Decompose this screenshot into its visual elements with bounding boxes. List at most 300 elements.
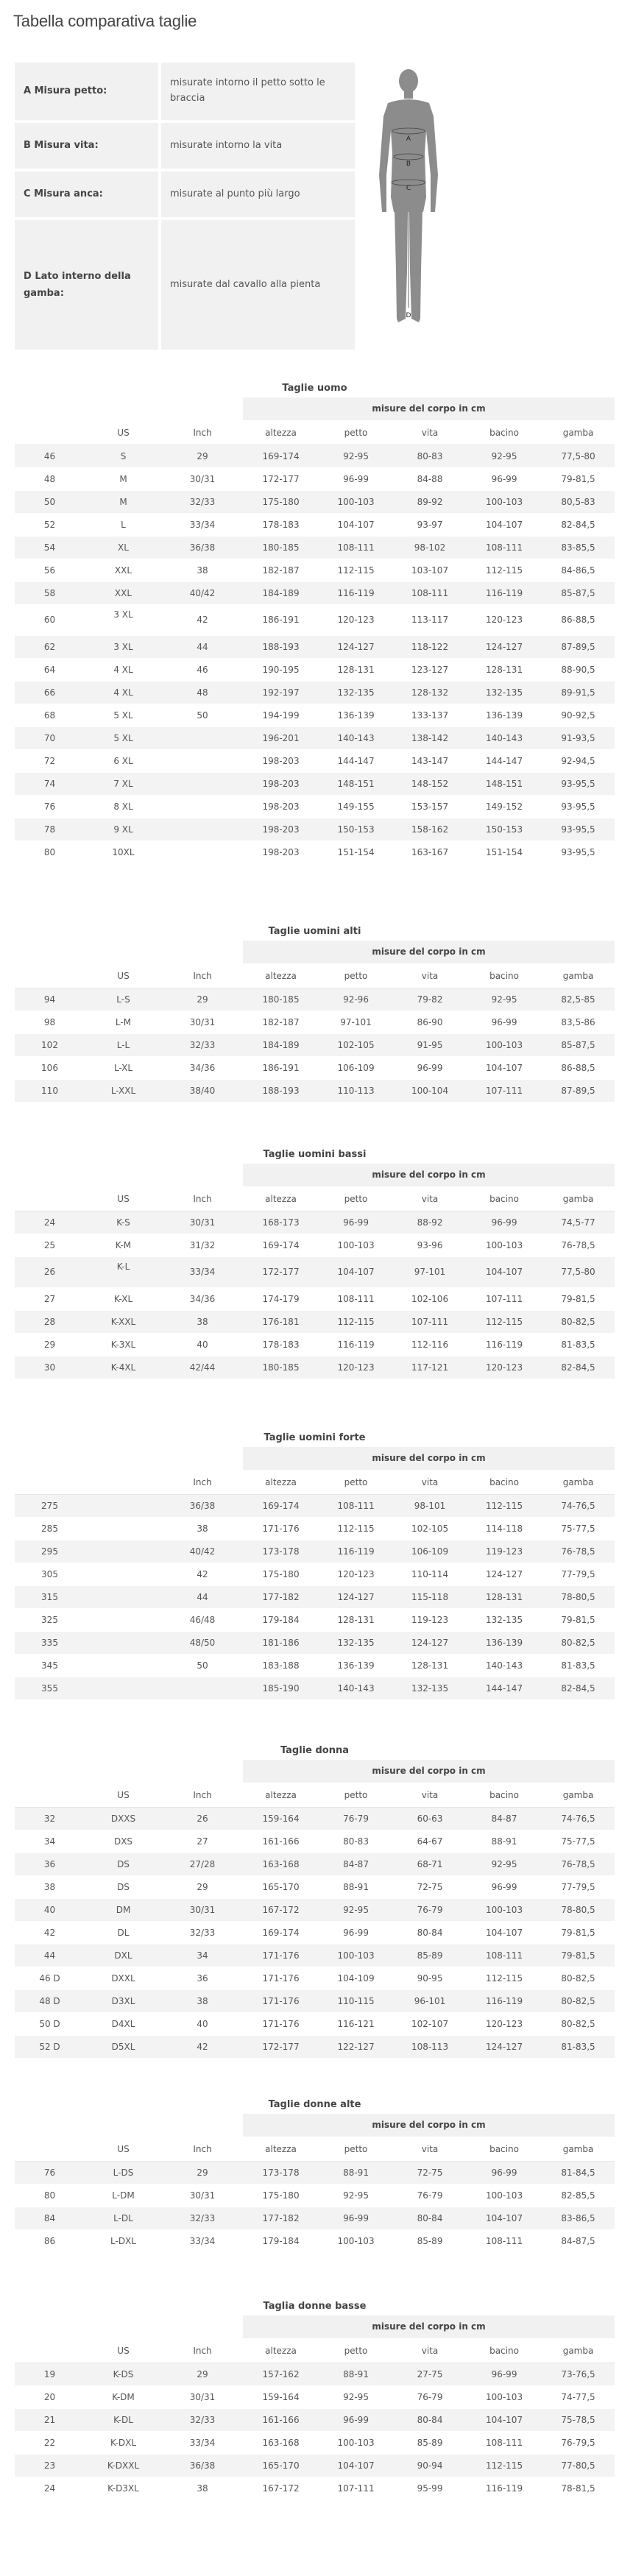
table-cell: 184-189 <box>243 1033 319 1056</box>
table-cell: 275 <box>15 1494 85 1517</box>
table-row <box>15 1631 615 1654</box>
table-cell: 100-103 <box>319 490 393 513</box>
table-cell: 33/34 <box>162 513 243 536</box>
table-cell: 123-127 <box>393 658 467 681</box>
table-cell: 96-99 <box>319 2408 393 2431</box>
table-cell: 80,5-83 <box>542 490 615 513</box>
table-cell: 181-186 <box>243 1631 319 1654</box>
body-figure-illustration <box>372 65 445 330</box>
table-cell: 128-131 <box>319 658 393 681</box>
table-cell: K-XXL <box>85 1310 162 1333</box>
table-cell: 188-193 <box>243 635 319 658</box>
table-title: Taglia donne basse <box>263 2301 367 2312</box>
table-cell: 86-90 <box>393 1011 467 1033</box>
table-cell: 100-103 <box>467 2184 542 2207</box>
table-cell: 27-75 <box>393 2363 467 2385</box>
table-cell: M <box>85 490 162 513</box>
table-cell: 82-84,5 <box>542 1677 615 1699</box>
table-cell: 30/31 <box>162 1011 243 1033</box>
table-cell: L-L <box>85 1033 162 1056</box>
table-cell: 96-99 <box>467 467 542 490</box>
table-cell: 108-111 <box>467 2229 542 2252</box>
column-header: gamba <box>542 963 615 988</box>
table-row <box>15 1677 615 1699</box>
table-cell: 73-76,5 <box>542 2363 615 2385</box>
column-header: petto <box>319 1470 393 1494</box>
table-cell: 38 <box>162 1310 243 1333</box>
table-cell: 19 <box>15 2363 85 2385</box>
table-cell: DXL <box>85 1944 162 1967</box>
table-cell: 30 <box>15 1356 85 1379</box>
empty-header <box>15 1447 243 1470</box>
table-cell: K-DM <box>85 2385 162 2408</box>
table-row <box>15 726 615 749</box>
table-cell: 81-83,5 <box>542 1333 615 1356</box>
table-cell: 107-111 <box>467 1287 542 1310</box>
table-cell: 75-77,5 <box>542 1517 615 1540</box>
table-cell: 80-82,5 <box>542 1967 615 1989</box>
table-row <box>15 841 615 863</box>
measure-row-chest <box>15 63 355 120</box>
table-cell: 82-85,5 <box>542 2184 615 2207</box>
table-cell: 140-143 <box>467 726 542 749</box>
table-cell: 171-176 <box>243 1989 319 2012</box>
table-row <box>15 1921 615 1944</box>
table-cell: XXL <box>85 559 162 581</box>
table-cell: 76 <box>15 2161 85 2184</box>
table-row <box>15 1898 615 1921</box>
table-row <box>15 749 615 772</box>
table-row <box>15 2012 615 2035</box>
column-header: vita <box>393 963 467 988</box>
table-cell: 169-174 <box>243 1921 319 1944</box>
table-cell: 98-101 <box>393 1494 467 1517</box>
table-row <box>15 490 615 513</box>
table-cell: 78-80,5 <box>542 1585 615 1608</box>
column-header: petto <box>319 963 393 988</box>
column-header: gamba <box>542 1470 615 1494</box>
table-cell: 182-187 <box>243 559 319 581</box>
table-cell: 50 <box>15 490 85 513</box>
table-cell: 138-142 <box>393 726 467 749</box>
table-row <box>15 1830 615 1853</box>
table-cell: DL <box>85 1921 162 1944</box>
table-cell: 81-83,5 <box>542 2035 615 2058</box>
measure-description: misurate intorno il petto sotto le braccia <box>161 63 355 120</box>
empty-header <box>15 1164 243 1186</box>
table-cell: 32/33 <box>162 1921 243 1944</box>
table-cell: 116-119 <box>319 1333 393 1356</box>
table-row <box>15 1287 615 1310</box>
table-cell: DXS <box>85 1830 162 1853</box>
table-cell: XXL <box>85 581 162 604</box>
table-cell: 96-99 <box>467 1875 542 1898</box>
table-row <box>15 1517 615 1540</box>
table-cell: 104-107 <box>467 513 542 536</box>
table-cell: 144-147 <box>467 1677 542 1699</box>
table-cell: 78-80,5 <box>542 1898 615 1921</box>
table-cell: 76-78,5 <box>542 1234 615 1256</box>
table-cell <box>85 1608 162 1631</box>
table-cell: D5XL <box>85 2035 162 2058</box>
table-cell: 79-81,5 <box>542 1921 615 1944</box>
column-header: bacino <box>467 1470 542 1494</box>
table-cell <box>85 1540 162 1563</box>
table-cell: 89-92 <box>393 490 467 513</box>
table-cell: 104-109 <box>319 1967 393 1989</box>
table-cell: 161-166 <box>243 1830 319 1853</box>
table-cell: 7 XL <box>85 772 162 795</box>
table-cell: 44 <box>162 1585 243 1608</box>
column-header: altezza <box>243 2338 319 2363</box>
column-header: altezza <box>243 1470 319 1494</box>
table-cell: K-DXXL <box>85 2454 162 2477</box>
table-cell: 66 <box>15 681 85 704</box>
table-cell: 26 <box>162 1807 243 1830</box>
column-header: vita <box>393 1186 467 1211</box>
table-cell: 98 <box>15 1011 85 1033</box>
table-cell <box>85 1563 162 1585</box>
column-header: petto <box>319 2137 393 2161</box>
table-cell: 74 <box>15 772 85 795</box>
table-cell: 149-155 <box>319 795 393 818</box>
table-cell: 150-153 <box>319 818 393 841</box>
table-cell: 116-119 <box>467 1989 542 2012</box>
table-row <box>15 1540 615 1563</box>
table-cell: 115-118 <box>393 1585 467 1608</box>
table-cell: 30/31 <box>162 467 243 490</box>
table-cell: 85-87,5 <box>542 581 615 604</box>
table-cell: 40 <box>162 1333 243 1356</box>
table-cell: 74-76,5 <box>542 1807 615 1830</box>
table-cell: 116-121 <box>319 2012 393 2035</box>
table-cell: 132-135 <box>319 1631 393 1654</box>
table-cell: 60 <box>15 604 85 635</box>
table-cell: 76-78,5 <box>542 1540 615 1563</box>
table-cell: 108-111 <box>393 581 467 604</box>
table-cell: 79-81,5 <box>542 1287 615 1310</box>
table-cell: 91-95 <box>393 1033 467 1056</box>
table-cell: 186-191 <box>243 604 319 635</box>
column-header: petto <box>319 1186 393 1211</box>
table-cell: 81-84,5 <box>542 2161 615 2184</box>
table-cell <box>162 795 243 818</box>
table-cell: 179-184 <box>243 2229 319 2252</box>
table-cell: 104-107 <box>319 513 393 536</box>
size-table-section <box>15 923 615 1103</box>
table-cell: 30/31 <box>162 2385 243 2408</box>
table-cell: 38 <box>162 2477 243 2499</box>
table-cell: 112-115 <box>467 2454 542 2477</box>
table-cell: 82-84,5 <box>542 513 615 536</box>
table-cell: 10XL <box>85 841 162 863</box>
table-cell: 98-102 <box>393 536 467 559</box>
table-cell: 23 <box>15 2454 85 2477</box>
table-cell: 167-172 <box>243 2477 319 2499</box>
empty-header <box>15 2315 243 2338</box>
table-cell: 171-176 <box>243 2012 319 2035</box>
table-cell: 140-143 <box>467 1654 542 1677</box>
table-row <box>15 2184 615 2207</box>
table-cell: 97-101 <box>393 1256 467 1287</box>
table-cell: 88-91 <box>467 1830 542 1853</box>
table-cell: 169-174 <box>243 1494 319 1517</box>
empty-header <box>15 2114 243 2137</box>
table-cell: 108-113 <box>393 2035 467 2058</box>
table-cell: 27 <box>15 1287 85 1310</box>
table-cell: 21 <box>15 2408 85 2431</box>
column-header: Inch <box>162 1783 243 1807</box>
table-cell <box>85 1654 162 1677</box>
table-cell: K-D3XL <box>85 2477 162 2499</box>
table-cell <box>85 1631 162 1654</box>
table-cell: 194-199 <box>243 704 319 726</box>
table-cell: 5 XL <box>85 704 162 726</box>
column-header: bacino <box>467 1186 542 1211</box>
table-cell: 33/34 <box>162 1256 243 1287</box>
table-cell: 153-157 <box>393 795 467 818</box>
table-cell: 48/50 <box>162 1631 243 1654</box>
table-cell: K-DXL <box>85 2431 162 2454</box>
table-cell: 151-154 <box>319 841 393 863</box>
table-cell: 92-95 <box>467 1853 542 1875</box>
table-cell: 72-75 <box>393 1875 467 1898</box>
table-cell: 163-168 <box>243 1853 319 1875</box>
table-cell: 102-105 <box>393 1517 467 1540</box>
table-cell: 124-127 <box>467 1563 542 1585</box>
table-cell: 295 <box>15 1540 85 1563</box>
table-cell: 38 <box>162 1517 243 1540</box>
table-row <box>15 1356 615 1379</box>
table-cell: 116-119 <box>467 1333 542 1356</box>
table-row <box>15 1079 615 1102</box>
table-cell: 178-183 <box>243 513 319 536</box>
table-cell: 79-81,5 <box>542 1944 615 1967</box>
table-cell: 136-139 <box>467 704 542 726</box>
size-table-section <box>15 2096 615 2253</box>
table-cell: 76-79,5 <box>542 2431 615 2454</box>
table-cell: 144-147 <box>319 749 393 772</box>
table-cell: 93-95,5 <box>542 818 615 841</box>
table-cell: 25 <box>15 1234 85 1256</box>
table-cell <box>85 1494 162 1517</box>
table-cell: 102-105 <box>319 1033 393 1056</box>
table-cell: L-M <box>85 1011 162 1033</box>
table-cell: 79-81,5 <box>542 467 615 490</box>
column-header: vita <box>393 2338 467 2363</box>
column-header <box>85 1470 162 1494</box>
table-cell: 78 <box>15 818 85 841</box>
table-cell: D4XL <box>85 2012 162 2035</box>
table-cell: 76-79 <box>393 1898 467 1921</box>
column-header: gamba <box>542 420 615 445</box>
table-cell: 112-115 <box>319 559 393 581</box>
table-row <box>15 559 615 581</box>
table-cell: L-XXL <box>85 1079 162 1102</box>
table-cell: 165-170 <box>243 1875 319 1898</box>
table-cell: 34 <box>15 1830 85 1853</box>
table-cell: 36 <box>15 1853 85 1875</box>
table-cell: 120-123 <box>319 604 393 635</box>
column-header: US <box>85 420 162 445</box>
table-cell: DXXS <box>85 1807 162 1830</box>
table-cell: 163-167 <box>393 841 467 863</box>
table-row <box>15 1608 615 1631</box>
table-cell: 80-84 <box>393 2408 467 2431</box>
table-cell: 92-96 <box>319 988 393 1011</box>
table-cell: 85-89 <box>393 1944 467 1967</box>
table-cell: 128-131 <box>319 1608 393 1631</box>
table-cell <box>162 772 243 795</box>
table-cell: 50 <box>162 704 243 726</box>
table-cell: 110-115 <box>319 1989 393 2012</box>
table-cell: 76-79 <box>393 2385 467 2408</box>
column-header: altezza <box>243 963 319 988</box>
table-row <box>15 1585 615 1608</box>
table-cell: 110 <box>15 1079 85 1102</box>
table-row <box>15 1853 615 1875</box>
table-cell: K-M <box>85 1234 162 1256</box>
table-cell: 140-143 <box>319 726 393 749</box>
table-cell: 68 <box>15 704 85 726</box>
figure-letter: B <box>406 160 411 168</box>
table-row <box>15 658 615 681</box>
table-cell: 100-104 <box>393 1079 467 1102</box>
table-cell: 28 <box>15 1310 85 1333</box>
table-cell: 100-103 <box>319 1944 393 1967</box>
group-header: misure del corpo in cm <box>243 2114 615 2137</box>
table-row <box>15 988 615 1011</box>
table-row <box>15 681 615 704</box>
table-cell: 355 <box>15 1677 85 1699</box>
table-cell: 315 <box>15 1585 85 1608</box>
table-cell: DS <box>85 1875 162 1898</box>
table-cell: 185-190 <box>243 1677 319 1699</box>
table-row <box>15 1056 615 1079</box>
table-cell: 86-88,5 <box>542 1056 615 1079</box>
table-cell: 96-99 <box>319 2207 393 2229</box>
table-cell: 117-121 <box>393 1356 467 1379</box>
table-cell: 92-94,5 <box>542 749 615 772</box>
table-cell: 4 XL <box>85 681 162 704</box>
size-table <box>15 1447 615 1700</box>
table-cell: 151-154 <box>467 841 542 863</box>
column-header: vita <box>393 2137 467 2161</box>
table-cell: 108-111 <box>467 1944 542 1967</box>
column-header: vita <box>393 420 467 445</box>
table-cell: S <box>85 445 162 467</box>
table-cell: 175-180 <box>243 490 319 513</box>
table-cell: 184-189 <box>243 581 319 604</box>
group-header: misure del corpo in cm <box>243 397 615 420</box>
measure-description: misurate intorno la vita <box>161 123 355 169</box>
table-row <box>15 2363 615 2385</box>
table-cell: 77,5-80 <box>542 445 615 467</box>
table-cell: 72 <box>15 749 85 772</box>
table-cell: 80-82,5 <box>542 2012 615 2035</box>
table-cell: 50 <box>162 1654 243 1677</box>
table-cell: 79-82 <box>393 988 467 1011</box>
table-cell: 80-82,5 <box>542 1310 615 1333</box>
table-cell: 174-179 <box>243 1287 319 1310</box>
measure-label: D Lato interno della gamba: <box>15 220 158 350</box>
table-cell <box>85 604 162 635</box>
table-cell: 36/38 <box>162 1494 243 1517</box>
table-cell: 110-114 <box>393 1563 467 1585</box>
table-cell: 148-151 <box>467 772 542 795</box>
table-cell: 76-79 <box>393 2184 467 2207</box>
table-cell: 34 <box>162 1944 243 1967</box>
column-header: bacino <box>467 420 542 445</box>
table-cell: 80-82,5 <box>542 1989 615 2012</box>
table-cell: 113-117 <box>393 604 467 635</box>
table-cell: 93-95,5 <box>542 841 615 863</box>
table-cell: 112-115 <box>467 1967 542 1989</box>
table-row <box>15 2207 615 2229</box>
table-cell: 198-203 <box>243 841 319 863</box>
table-cell: XL <box>85 536 162 559</box>
table-cell: K-DL <box>85 2408 162 2431</box>
table-cell <box>162 726 243 749</box>
table-cell: 136-139 <box>319 704 393 726</box>
table-title: Taglie uomini alti <box>268 926 361 937</box>
table-cell: 198-203 <box>243 772 319 795</box>
size-table-section <box>15 1742 615 2059</box>
table-row <box>15 2229 615 2252</box>
table-cell: 92-95 <box>319 2385 393 2408</box>
table-cell: 133-137 <box>393 704 467 726</box>
table-cell: 107-111 <box>319 2477 393 2499</box>
table-cell: 4 XL <box>85 658 162 681</box>
column-header: Inch <box>162 963 243 988</box>
table-cell: 177-182 <box>243 1585 319 1608</box>
table-cell: L-DS <box>85 2161 162 2184</box>
table-cell: 100-103 <box>319 1234 393 1256</box>
table-cell: 100-103 <box>467 490 542 513</box>
table-cell <box>85 1517 162 1540</box>
table-cell: 107-111 <box>393 1310 467 1333</box>
table-cell: 116-119 <box>467 581 542 604</box>
table-cell-text: K-L <box>116 1262 130 1273</box>
table-cell: 102-106 <box>393 1287 467 1310</box>
column-header <box>15 1186 85 1211</box>
table-cell: 183-188 <box>243 1654 319 1677</box>
table-cell: 106-109 <box>319 1056 393 1079</box>
table-cell: 110-113 <box>319 1079 393 1102</box>
group-header: misure del corpo in cm <box>243 2315 615 2338</box>
table-cell: 84-86,5 <box>542 559 615 581</box>
table-cell: 176-181 <box>243 1310 319 1333</box>
table-cell: 46 <box>162 658 243 681</box>
table-cell: 80-83 <box>319 1830 393 1853</box>
column-header: Inch <box>162 2338 243 2363</box>
table-cell: 32/33 <box>162 1033 243 1056</box>
table-cell: DXXL <box>85 1967 162 1989</box>
table-cell: 132-135 <box>393 1677 467 1699</box>
column-header: gamba <box>542 2137 615 2161</box>
column-header: altezza <box>243 1186 319 1211</box>
table-cell: 88-92 <box>393 1211 467 1234</box>
table-cell: 172-177 <box>243 2035 319 2058</box>
table-cell: 77-79,5 <box>542 1875 615 1898</box>
table-cell: 90-92,5 <box>542 704 615 726</box>
table-cell: 285 <box>15 1517 85 1540</box>
column-header <box>15 1470 85 1494</box>
table-row <box>15 445 615 467</box>
table-cell: 96-99 <box>467 2363 542 2385</box>
table-cell: 192-197 <box>243 681 319 704</box>
table-cell: 74-76,5 <box>542 1494 615 1517</box>
